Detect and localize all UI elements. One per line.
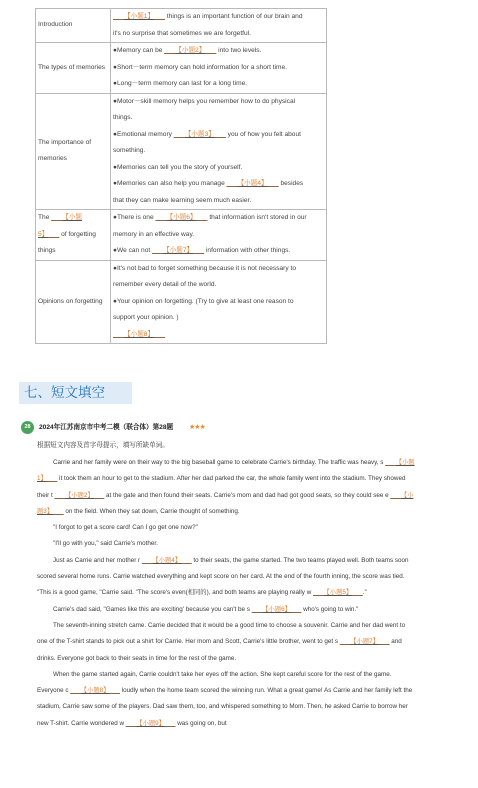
answer-blank[interactable]: 5】___ bbox=[38, 230, 60, 238]
content-line bbox=[113, 193, 324, 210]
text-segment: to their seats, the game started. The two teams played well. Both teams soon scored several home runs. Carrie watched everything and kept score on her card. At the end of the fourth inning, the score was tied. "This is a good game, "Carrie said. "The score's even(相同的), and both teams are playing really w bbox=[37, 556, 409, 597]
text-segment: things. bbox=[113, 114, 133, 121]
answer-blank[interactable]: ___【小题9】___ bbox=[125, 719, 176, 727]
text-segment: into two levels. bbox=[216, 47, 262, 54]
answer-blank[interactable]: ___【小题6】___ bbox=[251, 605, 302, 613]
answer-blank[interactable]: ___【小题 bbox=[51, 214, 82, 221]
content-line bbox=[113, 127, 324, 144]
row-content bbox=[111, 9, 327, 43]
paragraph bbox=[37, 602, 415, 618]
answer-blank[interactable]: ___【小题5】___ bbox=[313, 589, 363, 597]
content-line bbox=[113, 294, 324, 311]
text-segment: at the gate and then found their seats. Carrie's mom and dad had got good seats, so they could see e bbox=[104, 491, 391, 499]
label-line bbox=[38, 227, 108, 244]
paragraph bbox=[37, 455, 415, 520]
answer-blank[interactable]: ___【小题7】___ bbox=[339, 638, 390, 646]
content-line bbox=[113, 160, 324, 177]
answer-blank[interactable]: ___【小题7】___ bbox=[152, 247, 205, 254]
text-segment: ●There is one bbox=[113, 214, 156, 221]
text-segment: Carrie and her family were on their way to the big baseball game to celebrate Carrie's birthday. The traffic was heavy, s bbox=[53, 459, 386, 466]
answer-blank[interactable]: ___【小题1】___ bbox=[37, 459, 415, 483]
table-row bbox=[36, 93, 327, 210]
answer-blank[interactable]: ___【小题2】___ bbox=[164, 47, 217, 54]
text-segment: ●Memory can be bbox=[113, 47, 165, 54]
text-segment: that they can make learning seem much easier. bbox=[113, 196, 252, 204]
text-segment: who's going to win." bbox=[301, 605, 359, 613]
paragraph bbox=[37, 536, 415, 552]
text-segment: ●Motor－skill memory helps you remember how to do physical bbox=[113, 97, 296, 105]
text-segment: "I'll go with you," said Carrie's mother. bbox=[53, 540, 158, 548]
table-row bbox=[36, 260, 327, 344]
row-content bbox=[111, 210, 327, 261]
section-title: 七、短文填空 bbox=[19, 382, 132, 404]
difficulty-stars: ★★★ bbox=[189, 424, 205, 431]
question-header bbox=[21, 421, 461, 433]
label-line bbox=[38, 210, 108, 227]
paragraph bbox=[37, 553, 415, 602]
text-segment: things bbox=[38, 247, 56, 254]
text-segment: ." bbox=[362, 589, 367, 597]
answer-blank[interactable]: ___【小题3】___ bbox=[173, 130, 226, 138]
text-segment: was going on, but bbox=[175, 719, 227, 727]
question-instruction: 根据短文内容及首字母提示，填写所缺单词。 bbox=[37, 442, 169, 449]
answer-blank[interactable]: ___【小题4】___ bbox=[226, 180, 279, 187]
content-line bbox=[113, 143, 324, 160]
content-line bbox=[113, 277, 324, 294]
table-row bbox=[36, 210, 327, 261]
content-line bbox=[113, 9, 324, 26]
label-line bbox=[38, 243, 108, 260]
text-segment: of forgetting bbox=[59, 230, 96, 238]
paragraph bbox=[37, 618, 415, 667]
content-line bbox=[113, 110, 324, 127]
text-segment: on the field. When they sat down, Carrie thought of something. bbox=[63, 507, 240, 515]
outline-table bbox=[35, 8, 327, 344]
row-content bbox=[111, 43, 327, 94]
row-label bbox=[36, 210, 111, 261]
row-content bbox=[111, 93, 327, 210]
text-segment: ●Emotional memory bbox=[113, 130, 174, 138]
text-segment: ●Memories can also help you manage bbox=[113, 180, 227, 187]
text-segment: things is an important function of our brain and bbox=[165, 13, 303, 20]
row-label: The importance of memories bbox=[36, 93, 111, 210]
content-line bbox=[113, 43, 324, 60]
question-number-badge: 28 bbox=[21, 421, 34, 434]
row-content bbox=[111, 260, 327, 344]
text-segment: and drinks. Everyone got back to their seats in time for the rest of the game. bbox=[37, 638, 402, 662]
text-segment: "I forgot to get a score card! Can I go get one now?" bbox=[53, 524, 198, 532]
content-line bbox=[113, 261, 324, 278]
text-segment: besides bbox=[278, 180, 304, 187]
text-segment: you of how you felt about bbox=[225, 130, 301, 138]
passage bbox=[37, 455, 415, 732]
content-line bbox=[113, 327, 324, 344]
text-segment: loudly when the home team scored the winning run. What a great game! As Carrie and her family left the stadium, Carrie saw some of the players. Dad saw them, too, and whispered something to Mom. Then, he asked Carrie to borrow her new T-shirt. Carrie wondered w bbox=[37, 687, 413, 727]
text-segment: it took them an hour to get to the stadium. After her dad parked the car, the whole family went into the stadium. They showed their t bbox=[37, 475, 406, 499]
text-segment: The seventh-inning stretch came. Carrie decided that it would be a good time to choose a souvenir. Carrie and her dad went to one of the T-shirt stands to pick out a shirt for Carrie. Her mom and Scott, Carrie's little brother, went to get s bbox=[37, 621, 406, 646]
text-segment: information with other things. bbox=[204, 247, 291, 254]
content-line bbox=[113, 176, 324, 193]
paragraph bbox=[37, 520, 415, 536]
row-label: The types of memories bbox=[36, 43, 111, 94]
content-line bbox=[113, 210, 324, 227]
answer-blank[interactable]: ___【小题1】___ bbox=[113, 13, 166, 20]
content-line bbox=[113, 76, 324, 93]
text-segment: Carrie's dad said, "Games like this are exciting' because you can't be s bbox=[53, 605, 252, 613]
content-line bbox=[113, 94, 324, 111]
content-line bbox=[113, 26, 324, 43]
text-segment: remember every detail of the world. bbox=[113, 281, 217, 288]
table-row bbox=[36, 43, 327, 94]
question-title: 2024年江苏南京市中考二模（联合体）第28题 bbox=[39, 424, 174, 431]
content-line bbox=[113, 227, 324, 244]
content-line bbox=[113, 243, 324, 260]
row-label: Opinions on forgetting bbox=[36, 260, 111, 344]
text-segment: ●Your opinion on forgetting. (Try to give at least one reason to bbox=[113, 297, 294, 305]
text-segment: When the game started again, Carrie couldn't take her eyes off the action. She kept careful score for the rest of the game. Everyone c bbox=[37, 670, 392, 695]
text-segment: it's no surprise that sometimes we are forgetful. bbox=[113, 29, 251, 37]
text-segment: memory in an effective way. bbox=[113, 230, 195, 238]
answer-blank[interactable]: ___【小题8】___ bbox=[113, 330, 166, 338]
text-segment: support your opinion. ) bbox=[113, 314, 179, 321]
text-segment: ●Long－term memory can last for a long time. bbox=[113, 80, 248, 87]
row-label: Introduction bbox=[36, 9, 111, 43]
paragraph bbox=[37, 667, 415, 732]
text-segment: something. bbox=[113, 147, 146, 154]
answer-blank[interactable]: ___【小题2】___ bbox=[54, 491, 105, 499]
text-segment: ●We can not bbox=[113, 247, 153, 254]
text-segment: that information isn't stored in our bbox=[207, 214, 307, 221]
answer-blank[interactable]: ___【小题8】___ bbox=[70, 687, 120, 695]
content-line bbox=[113, 310, 324, 327]
answer-blank[interactable]: ___【小题4】___ bbox=[141, 556, 192, 564]
text-segment: ●Memories can tell you the story of yourself. bbox=[113, 163, 243, 171]
answer-blank[interactable]: ___【小题6】___ bbox=[155, 214, 208, 221]
text-segment: Just as Carrie and her mother r bbox=[53, 556, 142, 564]
content-line bbox=[113, 60, 324, 77]
text-segment: ●It's not bad to forget something because it is not necessary to bbox=[113, 264, 297, 272]
text-segment: The bbox=[38, 214, 52, 221]
table-row bbox=[36, 9, 327, 43]
text-segment: ●Short－term memory can hold information for a short time. bbox=[113, 63, 288, 71]
answer-blank[interactable]: ___【小题3】___ bbox=[37, 491, 414, 515]
